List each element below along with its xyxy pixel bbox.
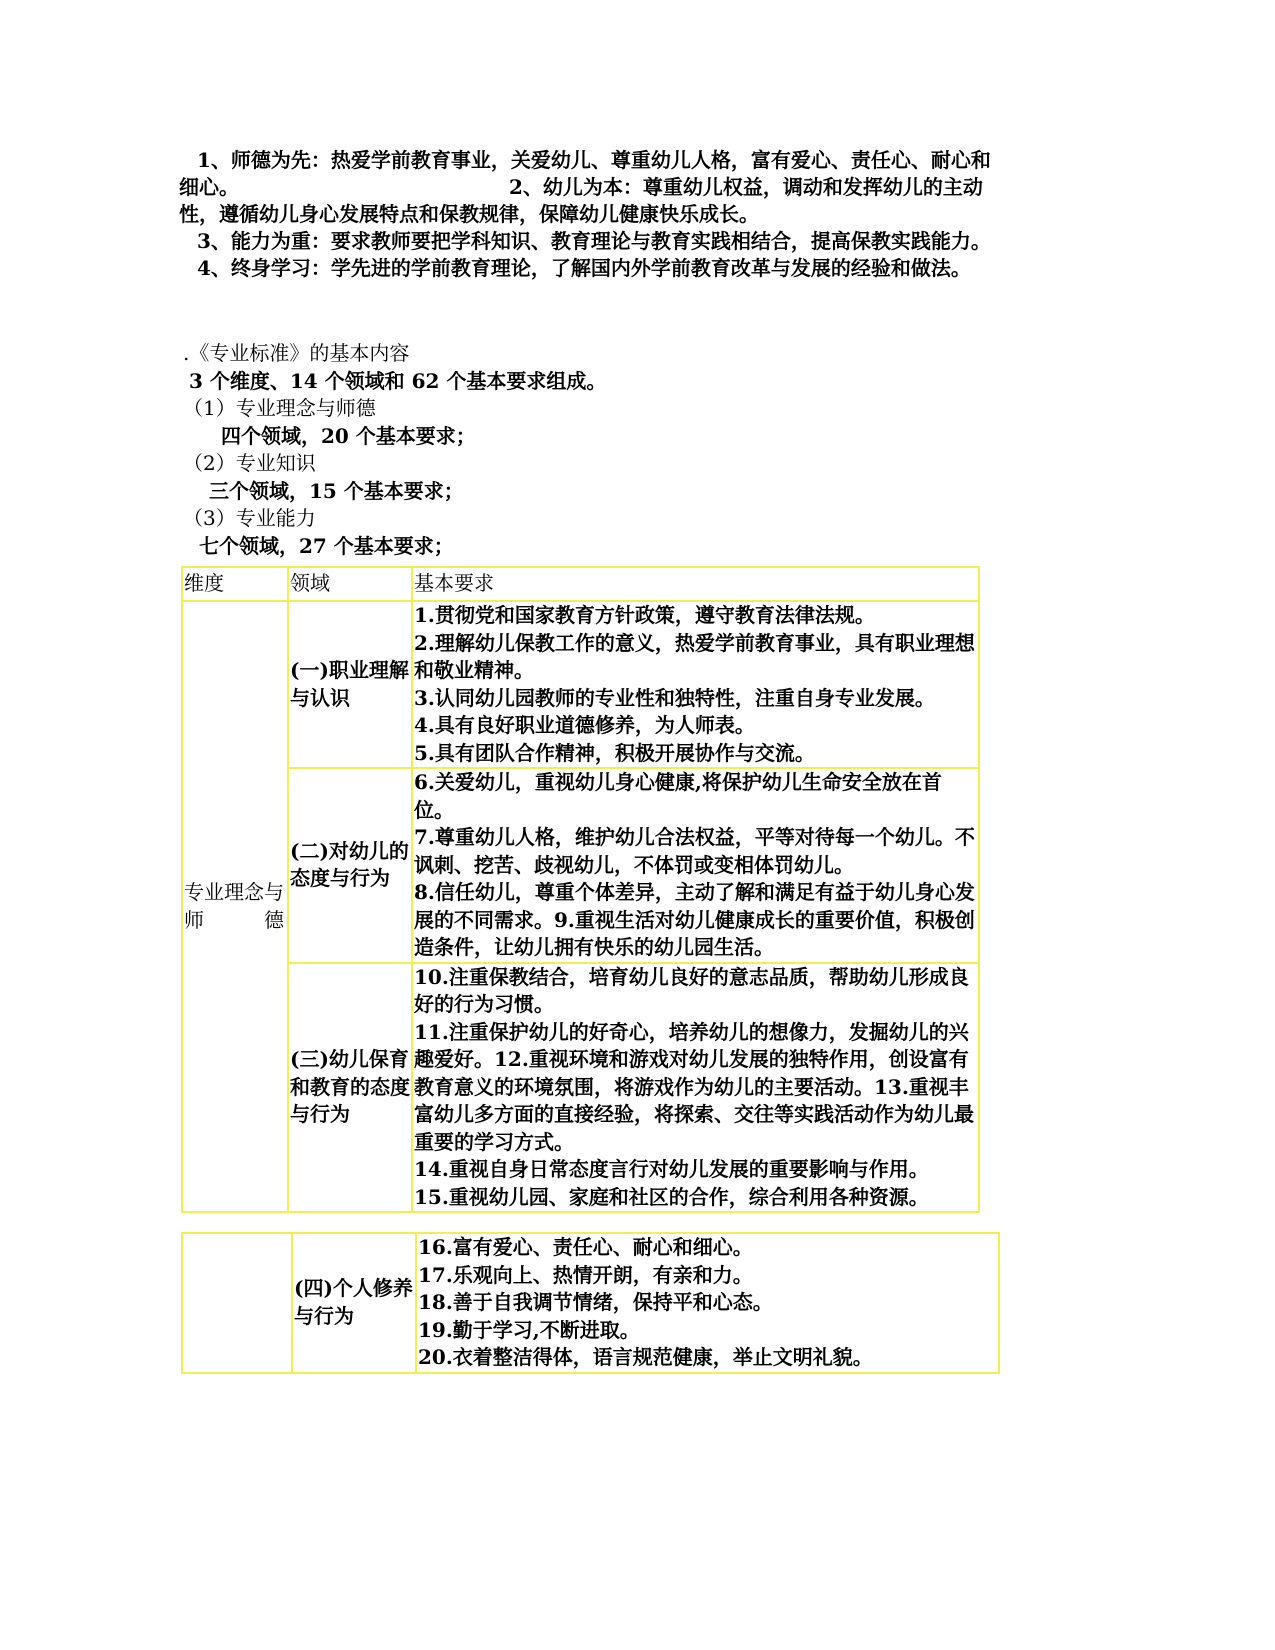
overview-item-detail: 四个领域，20 个基本要求； xyxy=(221,423,476,448)
requirement-item: 16.富有爱心、责任心、耐心和细心。 xyxy=(418,1235,753,1259)
requirement-item: 5.具有团队合作精神，积极开展协作与交流。 xyxy=(414,740,815,765)
requirements-cell xyxy=(412,768,979,963)
dimension-label: 专业理念与师德 xyxy=(184,880,284,932)
domain-cell: (一)职业理解与认识 xyxy=(288,601,412,768)
header-dimension: 维度 xyxy=(182,567,288,601)
requirement-item: 10.注重保教结合，培育幼儿良好的意志品质，帮助幼儿形成良好的行为习惯。 xyxy=(414,964,969,1016)
requirements-cell xyxy=(412,601,979,768)
requirement-item: 4.具有良好职业道德修养，为人师表。 xyxy=(414,713,755,737)
dimension-cell xyxy=(182,601,288,1212)
overview-item-title: （1）专业理念与师德 xyxy=(183,396,376,420)
requirement-item: 17.乐观向上、热情开朗，有亲和力。 xyxy=(418,1262,753,1287)
principle-line: 性，遵循幼儿身心发展特点和保教规律，保障幼儿健康快乐成长。 xyxy=(179,202,759,226)
header-domain: 领域 xyxy=(288,567,412,601)
requirement-item: 2.理解幼儿保教工作的意义，热爱学前教育事业，具有职业理想和敬业精神。 xyxy=(414,630,975,682)
overview-item-detail: 三个领域，15 个基本要求； xyxy=(209,478,464,503)
principle-line: 3、能力为重：要求教师要把学科知识、教育理论与教育实践相结合，提高保教实践能力。 xyxy=(197,229,991,253)
requirements-cell xyxy=(412,963,979,1213)
principle-line: 细心。 2、幼儿为本：尊重幼儿权益，调动和发挥幼儿的主动 xyxy=(179,175,983,199)
requirement-item: 1.贯彻党和国家教育方针政策，遵守教育法律法规。 xyxy=(414,603,875,627)
overview-item-title: （2）专业知识 xyxy=(183,451,316,475)
requirement-item: 8.信任幼儿，尊重个体差异，主动了解和满足有益于幼儿身心发展的不同需求。9.重视生活对幼儿健康成长的重要价值，积极创造条件，让幼儿拥有快乐的幼儿园生活。 xyxy=(414,880,975,959)
requirement-item: 14.重视自身日常态度言行对幼儿发展的重要影响与作用。 xyxy=(414,1157,929,1181)
requirement-item: 7.尊重幼儿人格，维护幼儿合法权益，平等对待每一个幼儿。不讽刺、挖苦、歧视幼儿，不体罚或变相体罚幼儿。 xyxy=(414,825,975,877)
overview-summary: 3 个维度、14 个领域和 62 个基本要求组成。 xyxy=(189,368,607,393)
principle-line: 4、终身学习：学先进的学前教育理论，了解国内外学前教育改革与发展的经验和做法。 xyxy=(197,256,971,280)
requirement-item: 19.勤于学习,不断进取。 xyxy=(418,1317,640,1342)
table-row xyxy=(182,963,979,1213)
standards-table xyxy=(181,566,980,1213)
requirements-cell xyxy=(416,1233,999,1373)
requirement-item: 6.关爱幼儿，重视幼儿身心健康,将保护幼儿生命安全放在首位。 xyxy=(414,770,942,822)
requirement-item: 15.重视幼儿园、家庭和社区的合作，综合利用各种资源。 xyxy=(414,1184,929,1209)
domain-cell: (三)幼儿保育和教育的态度与行为 xyxy=(288,963,412,1213)
overview-item-title: （3）专业能力 xyxy=(183,506,316,530)
principle-line: 1、师德为先：热爱学前教育事业，关爱幼儿、尊重幼儿人格，富有爱心、责任心、耐心和 xyxy=(197,148,991,172)
domain-cell: (二)对幼儿的态度与行为 xyxy=(288,768,412,963)
overview-heading: .《专业标准》的基本内容 xyxy=(183,341,410,365)
dimension-cell-empty xyxy=(182,1233,292,1373)
standards-table-continued xyxy=(181,1232,1000,1374)
domain-cell: (四)个人修养与行为 xyxy=(292,1233,416,1373)
principles-section xyxy=(179,147,1087,282)
table-row xyxy=(182,601,979,768)
requirement-item: 11.注重保护幼儿的好奇心，培养幼儿的想像力，发掘幼儿的兴趣爱好。12.重视环境和游戏对幼儿发展的独特作用，创设富有教育意义的环境氛围，将游戏作为幼儿的主要活动。13.重视丰富幼儿多方面的直接经验，将探索、交往等实践活动作为幼儿最重要的学习方式。 xyxy=(414,1019,974,1154)
requirement-item: 20.衣着整洁得体，语言规范健康，举止文明礼貌。 xyxy=(418,1345,873,1369)
overview-item-detail: 七个领域，27 个基本要求； xyxy=(199,533,454,558)
header-requirements: 基本要求 xyxy=(412,567,979,601)
table-row xyxy=(182,768,979,963)
requirement-item: 3.认同幼儿园教师的专业性和独特性，注重自身专业发展。 xyxy=(414,685,935,710)
standard-overview xyxy=(183,340,883,560)
table-row xyxy=(182,1233,999,1373)
table-header-row xyxy=(182,567,979,601)
requirement-item: 18.善于自我调节情绪，保持平和心态。 xyxy=(418,1290,773,1314)
